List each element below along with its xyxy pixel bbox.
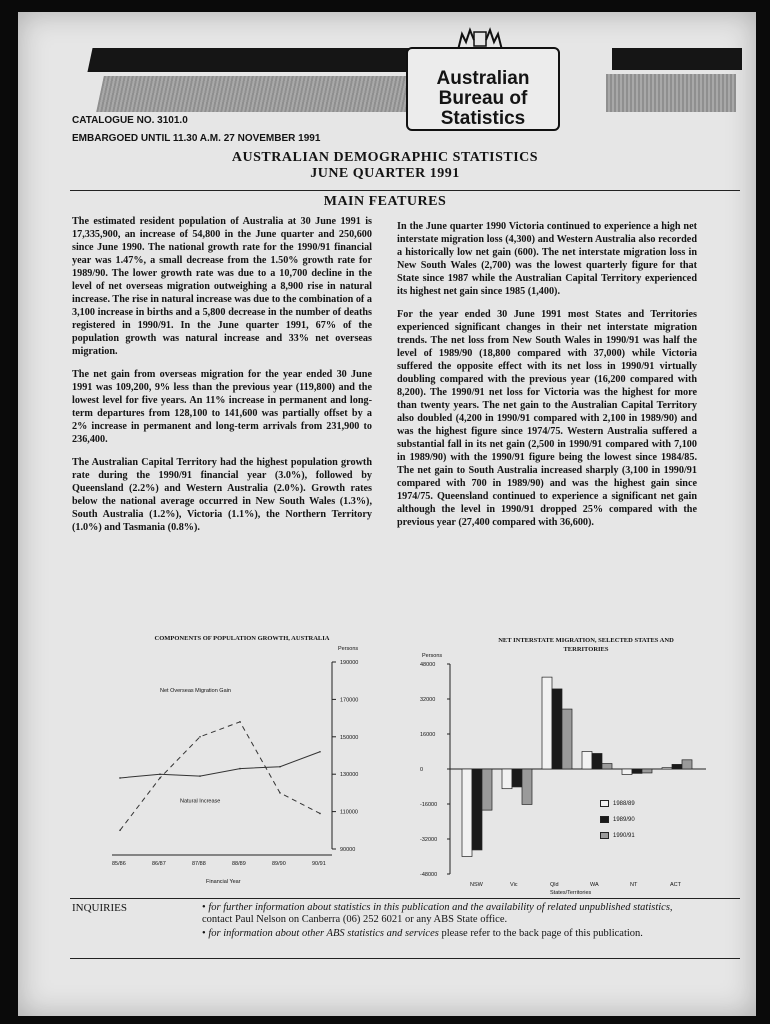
data-point xyxy=(319,751,321,753)
embargo-notice: EMBARGOED UNTIL 11.30 A.M. 27 NOVEMBER 1991 xyxy=(72,133,321,144)
chart1-title: COMPONENTS OF POPULATION GROWTH, AUSTRALIA xyxy=(154,635,330,642)
bar xyxy=(462,769,472,857)
legend-item xyxy=(600,796,635,812)
header-banner-dark xyxy=(87,48,417,72)
bullet: • xyxy=(202,928,209,939)
x-tick-label: 85/86 xyxy=(112,861,126,867)
inquiries-label: INQUIRIES xyxy=(72,902,127,914)
divider xyxy=(70,898,740,899)
bar xyxy=(472,769,482,850)
inquiry-contact: contact Paul Nelson on Canberra (06) 252 6021 or any ABS State office. xyxy=(202,914,508,925)
right-text-column xyxy=(397,220,697,539)
logo-line-2: Bureau of xyxy=(438,88,528,109)
x-tick-label: WA xyxy=(590,882,599,888)
document-subtitle: JUNE QUARTER 1991 xyxy=(310,166,460,181)
x-tick-label: ACT xyxy=(670,882,681,888)
inquiry-item xyxy=(202,902,692,926)
legend-label: 1989/90 xyxy=(613,817,635,823)
bar xyxy=(542,677,552,769)
legend-label: 1990/91 xyxy=(613,833,635,839)
legend-swatch xyxy=(600,800,609,807)
bar xyxy=(582,752,592,770)
header-banner-grey xyxy=(96,76,422,112)
logo-line-1: Australian xyxy=(436,68,530,89)
series-line xyxy=(120,722,320,830)
series-line xyxy=(120,752,320,778)
series-label: Net Overseas Migration Gain xyxy=(160,687,231,694)
y-tick-label: 170000 xyxy=(340,697,359,704)
data-point xyxy=(199,736,201,738)
y-tick-label: 150000 xyxy=(340,734,359,741)
paragraph: For the year ended 30 June 1991 most States and Territories experienced significant changes in their net interstate migration trends. The net loss from New South Wales in 1990/91 was half the level of 1989/90 (18,800 compared with 37,000) while Victoria suffered the opposite effect with its net loss in 1990/91 virtually doubling compared with the previous year (16,200 compared with 8,200). The 1990/91 net loss for Victoria was the highest for more than twenty years. The net gain to the Australian Capital Territory also doubled (4,200 in 1990/91 compared with 2,100 in 1989/90) and was the highest figure since 1974/75. Western Australia suffered a substantial fall in its net gain (2,500 in 1990/91 compared with 7,100 in 1989/90) with the 1990/91 figure being the lowest since 1984/85. The net gain to South Australia increased sharply (3,100 in 1990/91 compared with 700 in 1989/90) and was the highest gain since 1974/75. Queensland continued to experience a significant net gain although the level in 1990/91 dropped 25% compared with the previous year (27,400 compared with 36,600). xyxy=(397,309,697,528)
interstate-migration-chart xyxy=(410,650,710,895)
bar xyxy=(602,764,612,769)
x-tick-label: 90/91 xyxy=(312,861,326,867)
y-tick-label: 190000 xyxy=(340,660,359,666)
legend-item xyxy=(600,828,635,844)
data-point xyxy=(239,721,241,723)
bar xyxy=(502,769,512,789)
legend-swatch xyxy=(600,816,609,823)
legend-swatch xyxy=(600,832,609,839)
data-point xyxy=(319,813,321,815)
inquiries-text xyxy=(202,902,692,942)
legend-label: 1988/89 xyxy=(613,801,635,807)
x-tick-label: 88/89 xyxy=(232,861,246,867)
bar xyxy=(552,689,562,769)
header-banner-grey-right xyxy=(606,74,736,112)
y-tick-label: 130000 xyxy=(340,772,359,779)
x-tick-label: 86/87 xyxy=(152,861,166,867)
x-tick-label: Vic xyxy=(510,882,518,888)
series-label: Natural Increase xyxy=(180,798,221,805)
document-title: AUSTRALIAN DEMOGRAPHIC STATISTICS xyxy=(231,150,539,165)
data-point xyxy=(119,830,121,832)
x-axis-label: States/Territories xyxy=(550,890,592,895)
y-tick-label: -48000 xyxy=(420,872,438,878)
divider xyxy=(70,190,740,191)
y-tick-label: 48000 xyxy=(420,662,436,668)
inquiry-rest: please refer to the back page of this publication. xyxy=(438,928,643,939)
inquiry-italic: for information about other ABS statistics and services xyxy=(208,928,439,939)
logo-line-3: Statistics xyxy=(440,108,526,129)
x-axis-label: Financial Year xyxy=(206,879,241,885)
bar xyxy=(482,769,492,810)
chart2-ylabel: Persons xyxy=(422,653,443,659)
chart2-title: NET INTERSTATE MIGRATION, SELECTED STATES AND TERRITORIES xyxy=(498,637,674,653)
legend-item xyxy=(600,812,635,828)
data-point xyxy=(159,777,161,779)
data-point xyxy=(239,768,241,770)
bullet: • xyxy=(202,902,209,913)
bar xyxy=(672,764,682,769)
bar xyxy=(522,769,532,804)
paragraph: The net gain from overseas migration for the year ended 30 June 1991 was 109,200, 9% less than the previous year (119,800) and the lowest level for five years. An 11% increase in permanent and long-term departures from 128,100 to 141,600 was partially offset by a 2% increase in permanent and long-term arrivals from 231,900 to 236,400. xyxy=(72,369,372,445)
population-growth-chart xyxy=(110,644,390,894)
abs-logo xyxy=(406,47,560,131)
bar xyxy=(592,753,602,769)
y-tick-label: 110000 xyxy=(340,809,358,816)
header-banner-dark-right xyxy=(612,48,742,70)
data-point xyxy=(279,792,281,794)
bar xyxy=(622,769,632,774)
catalogue-number: CATALOGUE NO. 3101.0 xyxy=(72,115,188,126)
bar xyxy=(512,769,522,787)
y-tick-label: -32000 xyxy=(420,837,438,843)
bar xyxy=(642,769,652,773)
y-tick-label: 0 xyxy=(420,767,424,773)
bar xyxy=(682,760,692,769)
inquiry-italic: for further information about statistics in this publication and the availability of related unpublished statistics, xyxy=(208,902,673,913)
x-tick-label: NT xyxy=(630,882,638,888)
paragraph: The Australian Capital Territory had the highest population growth rate during the 1990/91 financial year (3.0%), followed by Queensland (2.2%) and Western Australia (2.0%). Growth rates below the national average occurred in New South Wales (1.3%), South Australia (1.2%), Victoria (1.1%), the Northern Territory (1.0%) and Tasmania (0.8%). xyxy=(72,457,372,533)
data-point xyxy=(279,766,281,768)
paragraph: In the June quarter 1990 Victoria continued to experience a high net interstate migration loss (4,300) and Western Australia also recorded a historically low net gain (600). The net interstate migration loss in New South Wales (2,700) was the lowest quarterly figure for that State since 1987 while the Australian Capital Territory experienced its highest net gain since 1985 (1,400). xyxy=(397,221,697,297)
x-tick-label: 87/88 xyxy=(192,861,206,867)
divider xyxy=(70,958,740,959)
x-tick-label: NSW xyxy=(470,882,483,888)
y-tick-label: -16000 xyxy=(420,802,438,808)
y-tick-label: 90000 xyxy=(340,847,356,853)
section-heading: MAIN FEATURES xyxy=(323,194,447,209)
bar xyxy=(562,709,572,769)
data-point xyxy=(119,777,121,779)
bar xyxy=(662,768,672,769)
data-point xyxy=(159,773,161,775)
chart2-legend xyxy=(600,796,635,844)
y-tick-label: 32000 xyxy=(420,697,436,703)
inquiry-item xyxy=(202,928,692,940)
paragraph: The estimated resident population of Australia at 30 June 1991 is 17,335,900, an increase of 54,800 in the June quarter and 250,600 since June 1990. The national growth rate for the 1990/91 financial year was 1.47%, a small decrease from the 1.50% growth rate for 1989/90. The lower growth rate was due to a 10,700 decline in the level of net overseas migration outweighing a 8,900 rise in natural increase. The rise in natural increase was due to the combination of a 3,100 increase in births and a 5,800 decrease in the number of deaths registered in 1990/91. In the June quarter 1991, 67% of the population growth was natural increase and 33% net overseas migration. xyxy=(72,216,372,357)
x-tick-label: Qld xyxy=(550,882,559,888)
data-point xyxy=(199,775,201,777)
left-text-column xyxy=(72,215,372,544)
bar xyxy=(632,769,642,773)
x-tick-label: 89/90 xyxy=(272,861,286,867)
y-tick-label: 16000 xyxy=(420,732,436,738)
chart1-ylabel: Persons xyxy=(338,646,359,652)
